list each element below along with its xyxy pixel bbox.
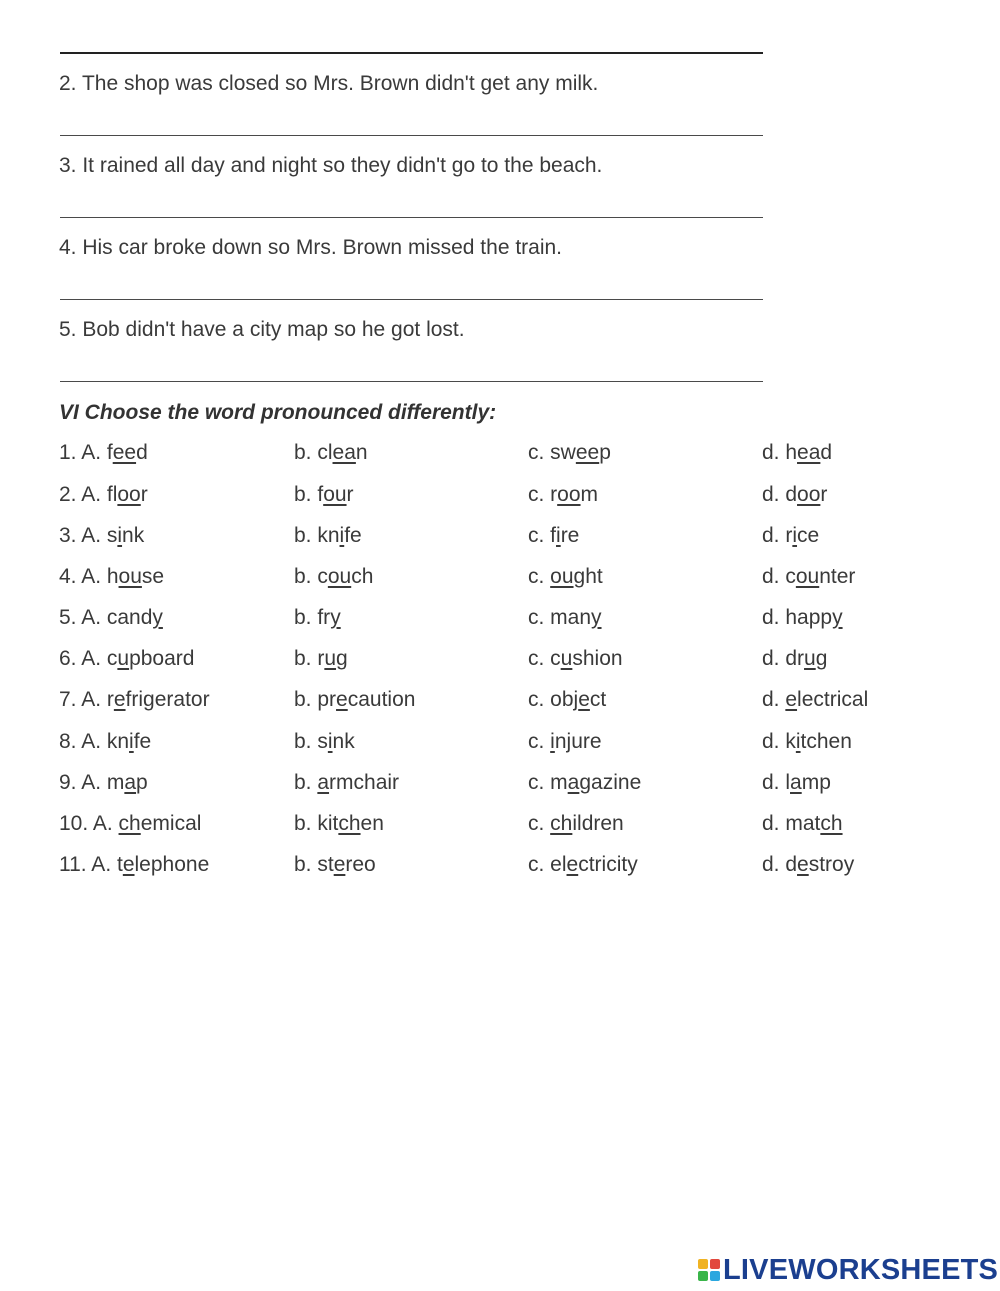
word-text: d. r bbox=[762, 524, 793, 547]
underlined-sound: ch bbox=[550, 812, 573, 835]
option-b[interactable] bbox=[294, 812, 384, 836]
word-text: b. kn bbox=[294, 524, 340, 547]
word-text: d bbox=[820, 441, 833, 464]
word-text: ct bbox=[589, 688, 607, 711]
word-text: d. dr bbox=[762, 647, 805, 670]
word-text: c. bbox=[528, 565, 551, 588]
underlined-sound: u bbox=[560, 647, 573, 670]
word-text: en bbox=[360, 812, 384, 835]
word-text: rmchair bbox=[329, 771, 400, 794]
option-b[interactable] bbox=[294, 606, 341, 630]
word-text: 11. A. t bbox=[59, 853, 123, 876]
underlined-sound: a bbox=[124, 771, 137, 794]
word-text: njure bbox=[554, 730, 602, 753]
option-c[interactable] bbox=[528, 524, 579, 548]
word-text: b. s bbox=[294, 730, 328, 753]
underlined-sound: e bbox=[336, 688, 348, 711]
option-b[interactable] bbox=[294, 647, 348, 671]
question-row-2 bbox=[0, 483, 1000, 513]
word-text: se bbox=[141, 565, 165, 588]
word-text: caution bbox=[347, 688, 416, 711]
word-text: gazine bbox=[579, 771, 642, 794]
word-text: 10. A. bbox=[59, 812, 119, 835]
underlined-sound: e bbox=[797, 853, 809, 876]
question-row-11 bbox=[0, 853, 1000, 883]
word-text: c. el bbox=[528, 853, 567, 876]
underlined-sound: ou bbox=[323, 483, 347, 506]
option-d[interactable] bbox=[762, 483, 827, 507]
underlined-sound: ou bbox=[550, 565, 574, 588]
sentence-4: 4. His car broke down so Mrs. Brown missed the train. bbox=[59, 236, 563, 259]
logo-square bbox=[710, 1271, 720, 1281]
underlined-sound: u bbox=[324, 647, 337, 670]
word-text: nk bbox=[122, 524, 145, 547]
underlined-sound: u bbox=[804, 647, 816, 670]
liveworksheets-logo bbox=[698, 1254, 998, 1286]
option-c[interactable] bbox=[528, 483, 598, 507]
word-text: d. happ bbox=[762, 606, 833, 629]
word-text: 3. A. s bbox=[59, 524, 118, 547]
underlined-sound: y bbox=[152, 606, 163, 629]
word-text: b. kit bbox=[294, 812, 339, 835]
word-text: b. st bbox=[294, 853, 334, 876]
word-text: ctricity bbox=[578, 853, 638, 876]
underlined-sound: e bbox=[333, 853, 346, 876]
option-a[interactable] bbox=[59, 441, 148, 465]
underlined-sound: i bbox=[795, 730, 801, 753]
option-d[interactable] bbox=[762, 647, 827, 671]
word-text: b. r bbox=[294, 647, 325, 670]
underlined-sound: ou bbox=[795, 565, 820, 588]
word-text: p bbox=[599, 441, 611, 464]
underlined-sound: ou bbox=[118, 565, 142, 588]
word-text: p bbox=[136, 771, 148, 794]
question-row-8 bbox=[0, 730, 1000, 760]
underlined-sound: a bbox=[567, 771, 580, 794]
option-d[interactable] bbox=[762, 771, 831, 795]
underlined-sound: i bbox=[117, 524, 123, 547]
option-d[interactable] bbox=[762, 441, 832, 465]
logo-square bbox=[710, 1259, 720, 1269]
underlined-sound: u bbox=[117, 647, 130, 670]
option-c[interactable] bbox=[528, 606, 602, 630]
underlined-sound: ee bbox=[112, 441, 137, 464]
underlined-sound: oo bbox=[797, 483, 821, 506]
question-row-4 bbox=[0, 565, 1000, 595]
underlined-sound: a bbox=[317, 771, 330, 794]
option-a[interactable] bbox=[59, 771, 148, 795]
word-text: ght bbox=[573, 565, 603, 588]
word-text: 5. A. cand bbox=[59, 606, 153, 629]
word-text: d. mat bbox=[762, 812, 821, 835]
question-row-1 bbox=[0, 441, 1000, 471]
answer-line bbox=[60, 299, 763, 300]
answer-line bbox=[60, 135, 763, 136]
underlined-sound: i bbox=[327, 730, 333, 753]
underlined-sound: i bbox=[550, 730, 555, 753]
sentence-5: 5. Bob didn't have a city map so he got lost. bbox=[59, 318, 465, 341]
word-text: c. f bbox=[528, 524, 557, 547]
option-b[interactable] bbox=[294, 730, 355, 754]
underlined-sound: y bbox=[591, 606, 602, 629]
option-d[interactable] bbox=[762, 688, 868, 712]
word-text: nk bbox=[332, 730, 355, 753]
underlined-sound: ea bbox=[332, 441, 356, 464]
option-a[interactable] bbox=[59, 647, 194, 671]
option-c[interactable] bbox=[528, 730, 602, 754]
option-a[interactable] bbox=[59, 606, 163, 630]
word-text: 2. A. fl bbox=[59, 483, 118, 506]
word-text: d. h bbox=[762, 441, 798, 464]
word-text: tchen bbox=[800, 730, 852, 753]
word-text: 8. A. kn bbox=[59, 730, 130, 753]
option-b[interactable] bbox=[294, 771, 399, 795]
option-a[interactable] bbox=[59, 812, 201, 836]
word-text: r bbox=[140, 483, 148, 506]
word-text: r bbox=[820, 483, 828, 506]
option-b[interactable] bbox=[294, 565, 373, 589]
word-text: r bbox=[346, 483, 354, 506]
word-text: 9. A. m bbox=[59, 771, 125, 794]
option-c[interactable] bbox=[528, 853, 638, 877]
word-text: c. m bbox=[528, 771, 568, 794]
word-text: re bbox=[560, 524, 580, 547]
word-text: c. c bbox=[528, 647, 561, 670]
word-text: d. k bbox=[762, 730, 796, 753]
word-text: 7. A. r bbox=[59, 688, 114, 711]
word-text: b. f bbox=[294, 483, 324, 506]
word-text: ce bbox=[797, 524, 820, 547]
word-text: g bbox=[336, 647, 348, 670]
word-text: d. bbox=[762, 688, 786, 711]
question-row-10 bbox=[0, 812, 1000, 842]
word-text: d. l bbox=[762, 771, 791, 794]
option-d[interactable] bbox=[762, 853, 854, 877]
underlined-sound: ch bbox=[118, 812, 141, 835]
underlined-sound: ou bbox=[327, 565, 352, 588]
word-text: b. cl bbox=[294, 441, 333, 464]
word-text: nter bbox=[819, 565, 856, 588]
option-c[interactable] bbox=[528, 565, 603, 589]
word-text: d bbox=[136, 441, 148, 464]
underlined-sound: i bbox=[792, 524, 798, 547]
section-heading: VI Choose the word pronounced differently: bbox=[59, 401, 497, 424]
question-row-5 bbox=[0, 606, 1000, 636]
logo-mark-icon bbox=[698, 1259, 720, 1281]
word-text: b. fr bbox=[294, 606, 331, 629]
answer-line bbox=[60, 52, 763, 54]
word-text: c. bbox=[528, 730, 551, 753]
underlined-sound: i bbox=[339, 524, 345, 547]
word-text: c. obj bbox=[528, 688, 579, 711]
option-a[interactable] bbox=[59, 688, 210, 712]
word-text: pboard bbox=[129, 647, 195, 670]
underlined-sound: y bbox=[832, 606, 843, 629]
answer-line bbox=[60, 381, 763, 382]
underlined-sound: e bbox=[578, 688, 590, 711]
option-b[interactable] bbox=[294, 483, 354, 507]
option-a[interactable] bbox=[59, 565, 164, 589]
underlined-sound: e bbox=[566, 853, 579, 876]
word-text: 4. A. h bbox=[59, 565, 119, 588]
option-a[interactable] bbox=[59, 853, 209, 877]
underlined-sound: e bbox=[122, 853, 135, 876]
word-text: b. c bbox=[294, 565, 328, 588]
underlined-sound: ee bbox=[575, 441, 600, 464]
logo-square bbox=[698, 1271, 708, 1281]
underlined-sound: i bbox=[556, 524, 561, 547]
option-a[interactable] bbox=[59, 730, 151, 754]
word-text: b. pr bbox=[294, 688, 337, 711]
option-a[interactable] bbox=[59, 483, 148, 507]
word-text: b. bbox=[294, 771, 318, 794]
underlined-sound: y bbox=[330, 606, 341, 629]
word-text: reo bbox=[345, 853, 376, 876]
underlined-sound: ch bbox=[338, 812, 361, 835]
option-b[interactable] bbox=[294, 853, 376, 877]
word-text: 1. A. f bbox=[59, 441, 113, 464]
underlined-sound: e bbox=[113, 688, 126, 711]
word-text: d. d bbox=[762, 483, 798, 506]
word-text: fe bbox=[344, 524, 362, 547]
word-text: n bbox=[355, 441, 368, 464]
option-a[interactable] bbox=[59, 524, 144, 548]
question-row-6 bbox=[0, 647, 1000, 677]
question-row-7 bbox=[0, 688, 1000, 718]
answer-line bbox=[60, 217, 763, 218]
option-d[interactable] bbox=[762, 606, 843, 630]
word-text: c. r bbox=[528, 483, 558, 506]
word-text: shion bbox=[572, 647, 623, 670]
option-d[interactable] bbox=[762, 812, 843, 836]
sentence-2: 2. The shop was closed so Mrs. Brown didn't get any milk. bbox=[59, 72, 599, 95]
word-text: ch bbox=[351, 565, 374, 588]
option-b[interactable] bbox=[294, 524, 362, 548]
word-text: d. d bbox=[762, 853, 798, 876]
option-c[interactable] bbox=[528, 812, 624, 836]
underlined-sound: oo bbox=[117, 483, 141, 506]
question-row-9 bbox=[0, 771, 1000, 801]
underlined-sound: e bbox=[785, 688, 798, 711]
word-text: stroy bbox=[808, 853, 855, 876]
word-text: emical bbox=[140, 812, 202, 835]
option-d[interactable] bbox=[762, 565, 855, 589]
word-text: 6. A. c bbox=[59, 647, 118, 670]
word-text: lephone bbox=[134, 853, 210, 876]
option-b[interactable] bbox=[294, 688, 415, 712]
word-text: lectrical bbox=[797, 688, 869, 711]
word-text: c. sw bbox=[528, 441, 576, 464]
option-c[interactable] bbox=[528, 688, 606, 712]
word-text: c. man bbox=[528, 606, 592, 629]
option-c[interactable] bbox=[528, 647, 623, 671]
word-text: ildren bbox=[572, 812, 624, 835]
option-d[interactable] bbox=[762, 524, 819, 548]
underlined-sound: i bbox=[129, 730, 134, 753]
word-text: mp bbox=[801, 771, 831, 794]
word-text: frigerator bbox=[125, 688, 210, 711]
word-text: g bbox=[815, 647, 828, 670]
underlined-sound: ch bbox=[820, 812, 843, 835]
option-b[interactable] bbox=[294, 441, 368, 465]
logo-square bbox=[698, 1259, 708, 1269]
option-c[interactable] bbox=[528, 771, 641, 795]
word-text: m bbox=[580, 483, 599, 506]
underlined-sound: oo bbox=[557, 483, 581, 506]
option-d[interactable] bbox=[762, 730, 852, 754]
underlined-sound: a bbox=[790, 771, 802, 794]
underlined-sound: ea bbox=[797, 441, 821, 464]
word-text: fe bbox=[133, 730, 152, 753]
logo-text: LIVEWORKSHEETS bbox=[723, 1253, 999, 1286]
word-text: d. c bbox=[762, 565, 796, 588]
option-c[interactable] bbox=[528, 441, 611, 465]
word-text: c. bbox=[528, 812, 551, 835]
sentence-3: 3. It rained all day and night so they didn't go to the beach. bbox=[59, 154, 603, 177]
question-row-3 bbox=[0, 524, 1000, 554]
